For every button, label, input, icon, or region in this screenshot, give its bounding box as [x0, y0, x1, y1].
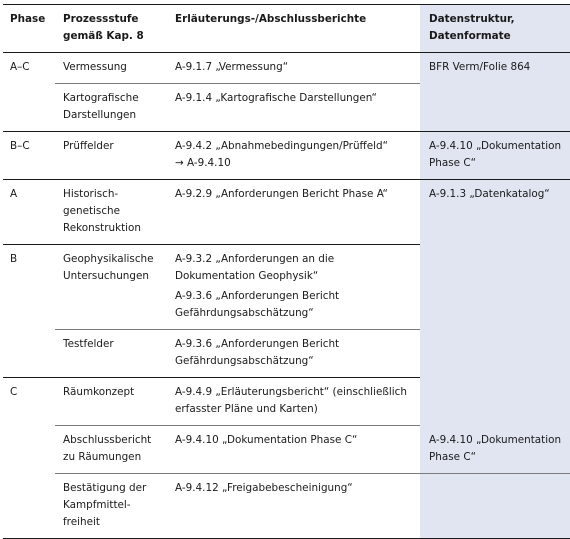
- prozessstufe-cell: Testfelder: [55, 330, 170, 378]
- table-row: [3, 53, 570, 84]
- process-table: [3, 4, 570, 539]
- datenformat-cell: A-9.4.10 „Dokumentation Phase C“: [420, 132, 570, 180]
- bericht-entry: A-9.4.9 „Erläuterungsbericht“ (einschließlich erfasster Pläne und Karten): [175, 386, 407, 415]
- bericht-entry: A-9.3.6 „Anforderungen Bericht Gefährdungsabschätzung“: [175, 290, 340, 319]
- prozessstufe-cell: Historisch- genetische Rekonstruktion: [55, 180, 170, 245]
- bericht-entry: A-9.4.12 „Freigabebescheinigung“: [175, 482, 353, 494]
- table-header-row: [3, 5, 570, 53]
- bericht-entry: A-9.4.10 „Dokumentation Phase C“: [175, 434, 358, 446]
- header-datenstruktur: Datenstruktur, Datenformate: [420, 5, 570, 53]
- datenformat-cell: BFR Verm/Folie 864: [420, 53, 570, 132]
- bericht-entry: A-9.1.7 „Vermessung“: [175, 61, 289, 73]
- table-row: [3, 474, 570, 539]
- datenformat-cell: A-9.4.10 „Dokumentation Phase C“: [420, 426, 570, 474]
- table-row: [3, 426, 570, 474]
- bericht-entry: A-9.3.6 „Anforderungen Bericht Gefährdungsabschätzung“: [175, 338, 340, 367]
- prozessstufe-cell: Vermessung: [55, 53, 170, 84]
- bericht-cell: [170, 426, 420, 474]
- phase-cell: A–C: [3, 53, 55, 132]
- prozessstufe-cell: Abschlussbericht zu Räumungen: [55, 426, 170, 474]
- prozessstufe-cell: Kartografische Darstellungen: [55, 84, 170, 132]
- header-berichte: Erläuterungs-/Abschlussberichte: [170, 5, 420, 53]
- datenformat-cell: A-9.1.3 „Datenkatalog“: [420, 180, 570, 426]
- header-phase: Phase: [3, 5, 55, 53]
- prozessstufe-cell: Geophysikalische Untersuchungen: [55, 245, 170, 330]
- prozessstufe-cell: Prüffelder: [55, 132, 170, 180]
- bericht-cell: [170, 84, 420, 132]
- phase-cell: C: [3, 378, 55, 539]
- phase-cell: B–C: [3, 132, 55, 180]
- bericht-entry: A-9.2.9 „Anforderungen Bericht Phase A“: [175, 188, 388, 200]
- bericht-cell: [170, 378, 420, 426]
- bericht-cell: [170, 132, 420, 180]
- bericht-cell: [170, 330, 420, 378]
- bericht-cell: [170, 474, 420, 539]
- prozessstufe-cell: Bestätigung der Kampfmittel- freiheit: [55, 474, 170, 539]
- bericht-entry: A-9.4.2 „Abnahmebedingungen/Prüffeld“ → A-9.4.10: [175, 140, 388, 169]
- bericht-entry: A-9.1.4 „Kartografische Darstellungen“: [175, 92, 377, 104]
- table-row: [3, 180, 570, 245]
- table-row: [3, 132, 570, 180]
- datenformat-cell: [420, 474, 570, 539]
- bericht-cell: [170, 53, 420, 84]
- phase-cell: A: [3, 180, 55, 245]
- bericht-cell: [170, 180, 420, 245]
- bericht-cell: [170, 245, 420, 330]
- phase-cell: B: [3, 245, 55, 378]
- bericht-entry: A-9.3.2 „Anforderungen an die Dokumentation Geophysik“: [175, 253, 335, 282]
- header-prozessstufe: Prozessstufe gemäß Kap. 8: [55, 5, 170, 53]
- prozessstufe-cell: Räumkonzept: [55, 378, 170, 426]
